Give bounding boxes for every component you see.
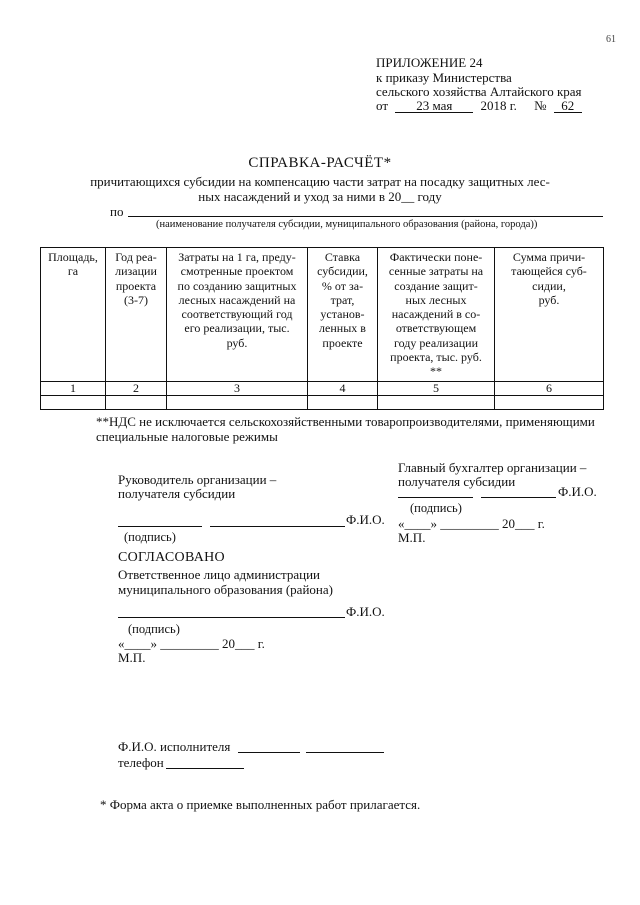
recipient-hint: (наименование получателя субсидии, муниципального образования (района, города)) <box>156 219 538 230</box>
head-fio-label: Ф.И.О. <box>346 512 385 527</box>
header-planned-costs: Затраты на 1 га, преду- смотренные проектом по созданию защитных лесных насаждений на соответствующий год его реализации, тыс. руб. <box>167 248 308 382</box>
column-number: 4 <box>308 382 378 396</box>
accountant-name-line <box>481 497 556 498</box>
order-year: 2018 г. <box>480 98 517 113</box>
order-number: 62 <box>554 99 582 113</box>
document-title: СПРАВКА-РАСЧЁТ* <box>248 155 392 171</box>
table-cell <box>167 396 308 410</box>
vat-note-line-1: **НДС не исключается сельскохозяйственными товаропроизводителями, применяющими <box>96 414 595 429</box>
from-label: от <box>376 98 389 113</box>
table-cell <box>495 396 604 410</box>
accountant-title-line-2: получателя субсидии <box>398 474 516 489</box>
appendix-title: ПРИЛОЖЕНИЕ 24 <box>376 55 483 70</box>
phone-label: телефон <box>118 755 164 770</box>
appendix-ministry-line: сельского хозяйства Алтайского края <box>376 84 582 99</box>
approved-line-2: муниципального образования (района) <box>118 582 333 597</box>
appendix-order-line: к приказу Министерства <box>376 70 512 85</box>
column-number: 2 <box>106 382 167 396</box>
table-cell <box>378 396 495 410</box>
footnote: * Форма акта о приемке выполненных работ прилагается. <box>100 797 421 812</box>
page-number: 61 <box>606 34 616 45</box>
column-number: 1 <box>41 382 106 396</box>
column-number: 5 <box>378 382 495 396</box>
column-number: 6 <box>495 382 604 396</box>
head-name-line <box>210 526 345 527</box>
approved-signature-caption: (подпись) <box>128 622 180 636</box>
approved-stamp-mark: М.П. <box>118 650 146 665</box>
head-title-line-2: получателя субсидии <box>118 486 236 501</box>
calculation-table <box>40 247 604 410</box>
header-project-year: Год реа- лизации проекта (3-7) <box>106 248 167 382</box>
accountant-title-line-1: Главный бухгалтер организации – <box>398 460 587 475</box>
vat-note-line-2: специальные налоговые режимы <box>96 429 278 444</box>
table-numbers-row <box>41 382 604 396</box>
table-cell <box>106 396 167 410</box>
accountant-fio-label: Ф.И.О. <box>558 484 597 499</box>
head-title-line-1: Руководитель организации – <box>118 472 277 487</box>
phone-line <box>166 768 244 769</box>
head-signature-caption: (подпись) <box>124 530 176 544</box>
order-date: 23 мая <box>395 99 473 113</box>
table-header-row <box>41 248 604 382</box>
header-actual-costs: Фактически поне- сенные затраты на создание защит- ных лесных насаждений в со- ответствующем году реализации проекта, тыс. руб. ** <box>378 248 495 382</box>
executor-label: Ф.И.О. исполнителя <box>118 739 231 754</box>
table-cell <box>41 396 106 410</box>
header-subsidy-rate: Ставка субсидии, % от за- трат, установ- ленных в проекте <box>308 248 378 382</box>
executor-name-line-2 <box>306 752 384 753</box>
accountant-signature-caption: (подпись) <box>410 501 462 515</box>
header-subsidy-amount: Сумма причи- тающейся суб- сидии, руб. <box>495 248 604 382</box>
approved-line-1: Ответственное лицо администрации <box>118 567 321 582</box>
table-row <box>41 396 604 410</box>
subtitle-line-2: ных насаждений и уход за ними в 20__ году <box>198 189 442 204</box>
accountant-date: «____» _________ 20___ г. <box>398 516 545 531</box>
header-area: Площадь, га <box>41 248 106 382</box>
recipient-prefix: по <box>110 204 124 219</box>
column-number: 3 <box>167 382 308 396</box>
approved-title: СОГЛАСОВАНО <box>118 550 225 565</box>
approved-name-line <box>118 617 345 618</box>
recipient-line <box>128 216 603 217</box>
head-signature-line <box>118 526 202 527</box>
accountant-signature-line <box>398 497 473 498</box>
appendix-date-line <box>376 98 582 113</box>
approved-date: «____» _________ 20___ г. <box>118 636 265 651</box>
executor-name-line <box>238 752 300 753</box>
approved-fio-label: Ф.И.О. <box>346 604 385 619</box>
accountant-stamp-mark: М.П. <box>398 530 426 545</box>
number-label: № <box>534 98 547 113</box>
subtitle-line-1: причитающихся субсидии на компенсацию части затрат на посадку защитных лес- <box>90 174 550 189</box>
table-cell <box>308 396 378 410</box>
